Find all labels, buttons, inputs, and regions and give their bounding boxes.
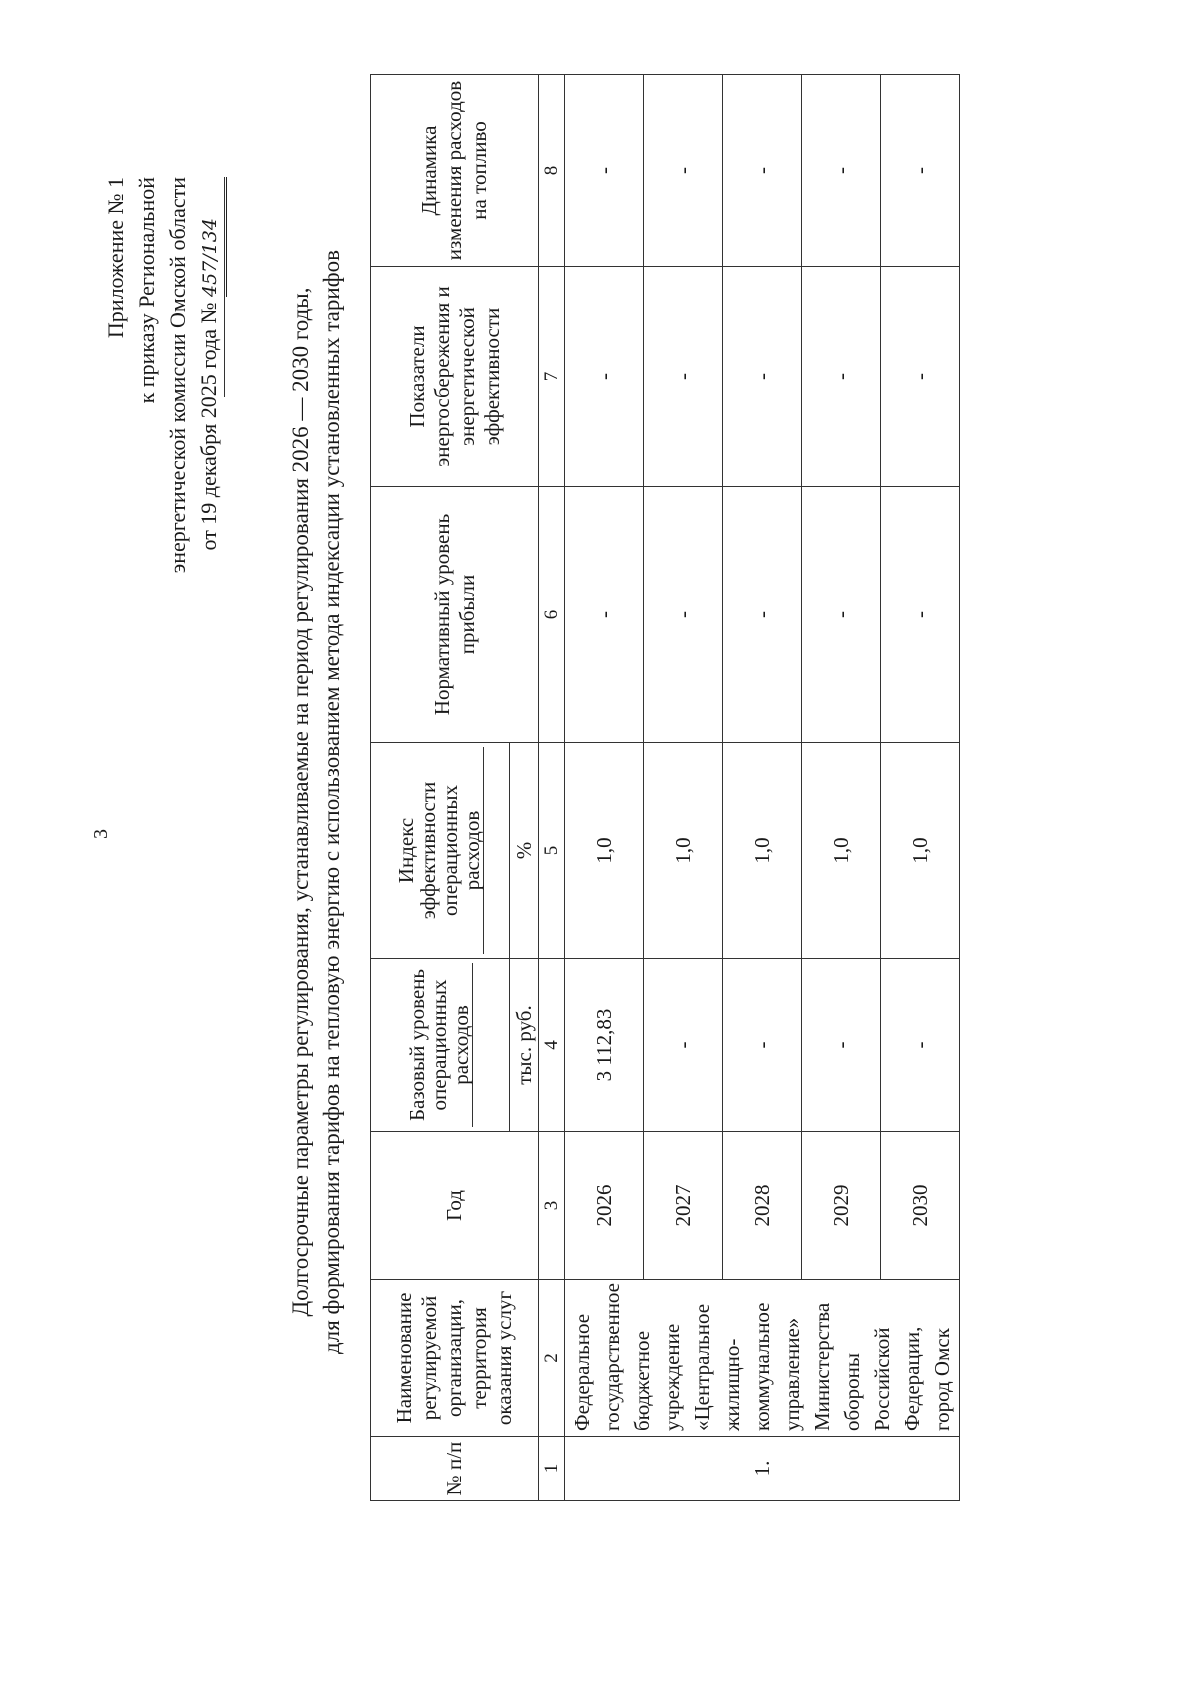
appendix-line-4 — [193, 177, 227, 637]
appendix-line-3: энергетической комиссии Омской области — [165, 177, 190, 574]
cell-fuel: - — [802, 75, 881, 267]
col-number: 1 — [539, 1437, 565, 1501]
cell-year: 2028 — [723, 1132, 802, 1280]
cell-index: 1,0 — [644, 743, 723, 959]
cell-base: - — [802, 959, 881, 1132]
cell-base: 3 112,83 — [565, 959, 644, 1132]
document-title — [285, 157, 347, 1447]
header-profit: Нормативный уровень прибыли — [371, 487, 539, 743]
unit-base: тыс. руб. — [510, 959, 539, 1132]
cell-base: - — [881, 959, 960, 1132]
cell-fuel: - — [644, 75, 723, 267]
header-rule — [224, 177, 225, 397]
appendix-line-2: к приказу Региональной — [134, 177, 159, 404]
header-energy: Показатели энергосбережения и энергетической эффективности — [371, 267, 539, 487]
table-row — [565, 75, 644, 1501]
cell-profit: - — [644, 487, 723, 743]
header-base — [371, 959, 510, 1132]
col-number: 3 — [539, 1132, 565, 1280]
cell-profit: - — [723, 487, 802, 743]
cell-fuel: - — [881, 75, 960, 267]
page-number: 3 — [90, 829, 112, 839]
cell-index: 1,0 — [802, 743, 881, 959]
cell-energy: - — [644, 267, 723, 487]
cell-base: - — [644, 959, 723, 1132]
cell-profit: - — [802, 487, 881, 743]
column-numbers-row — [539, 75, 565, 1501]
handwritten-doc-number: 457/134 — [195, 177, 227, 297]
row-number: 1. — [565, 1437, 960, 1501]
col-number: 4 — [539, 959, 565, 1132]
cell-profit: - — [565, 487, 644, 743]
col-number: 2 — [539, 1280, 565, 1437]
parameters-table — [370, 74, 960, 1501]
cell-profit: - — [881, 487, 960, 743]
cell-year: 2027 — [644, 1132, 723, 1280]
unit-index: % — [510, 743, 539, 959]
appendix-header — [100, 177, 227, 637]
header-year: Год — [371, 1132, 539, 1280]
col-number: 8 — [539, 75, 565, 267]
header-index — [371, 743, 510, 959]
cell-year: 2030 — [881, 1132, 960, 1280]
organization-name: Федеральное государственное бюджетное учреждение «Центральное жилищно-коммунальное управление» Министерства обороны Российской Федерации, город Омск — [565, 1280, 960, 1437]
col-number: 5 — [539, 743, 565, 959]
cell-year: 2026 — [565, 1132, 644, 1280]
cell-energy: - — [802, 267, 881, 487]
appendix-date: от 19 декабря 2025 года № — [196, 302, 221, 551]
cell-index: 1,0 — [881, 743, 960, 959]
appendix-line-1: Приложение № 1 — [103, 177, 128, 339]
cell-index: 1,0 — [565, 743, 644, 959]
header-fuel: Динамика изменения расходов на топливо — [371, 75, 539, 267]
header-org: Наименование регулируемой организации, территория оказания услуг — [371, 1280, 539, 1437]
cell-fuel: - — [565, 75, 644, 267]
header-index-text: Индекс эффективности операционных расходов — [395, 747, 484, 954]
cell-year: 2029 — [802, 1132, 881, 1280]
title-line-1: Долгосрочные параметры регулирования, устанавливаемые на период регулирования 2026 — 2030 годы, — [288, 287, 313, 1317]
title-line-2: для формирования тарифов на тепловую энергию с использованием метода индексации установленных тарифов — [319, 250, 344, 1354]
col-number: 7 — [539, 267, 565, 487]
col-number: 6 — [539, 487, 565, 743]
header-num: № п/п — [371, 1437, 539, 1501]
header-row — [371, 75, 510, 1501]
cell-fuel: - — [723, 75, 802, 267]
cell-index: 1,0 — [723, 743, 802, 959]
header-base-text: Базовый уровень операционных расходов — [406, 963, 473, 1127]
cell-energy: - — [723, 267, 802, 487]
cell-base: - — [723, 959, 802, 1132]
cell-energy: - — [565, 267, 644, 487]
cell-energy: - — [881, 267, 960, 487]
